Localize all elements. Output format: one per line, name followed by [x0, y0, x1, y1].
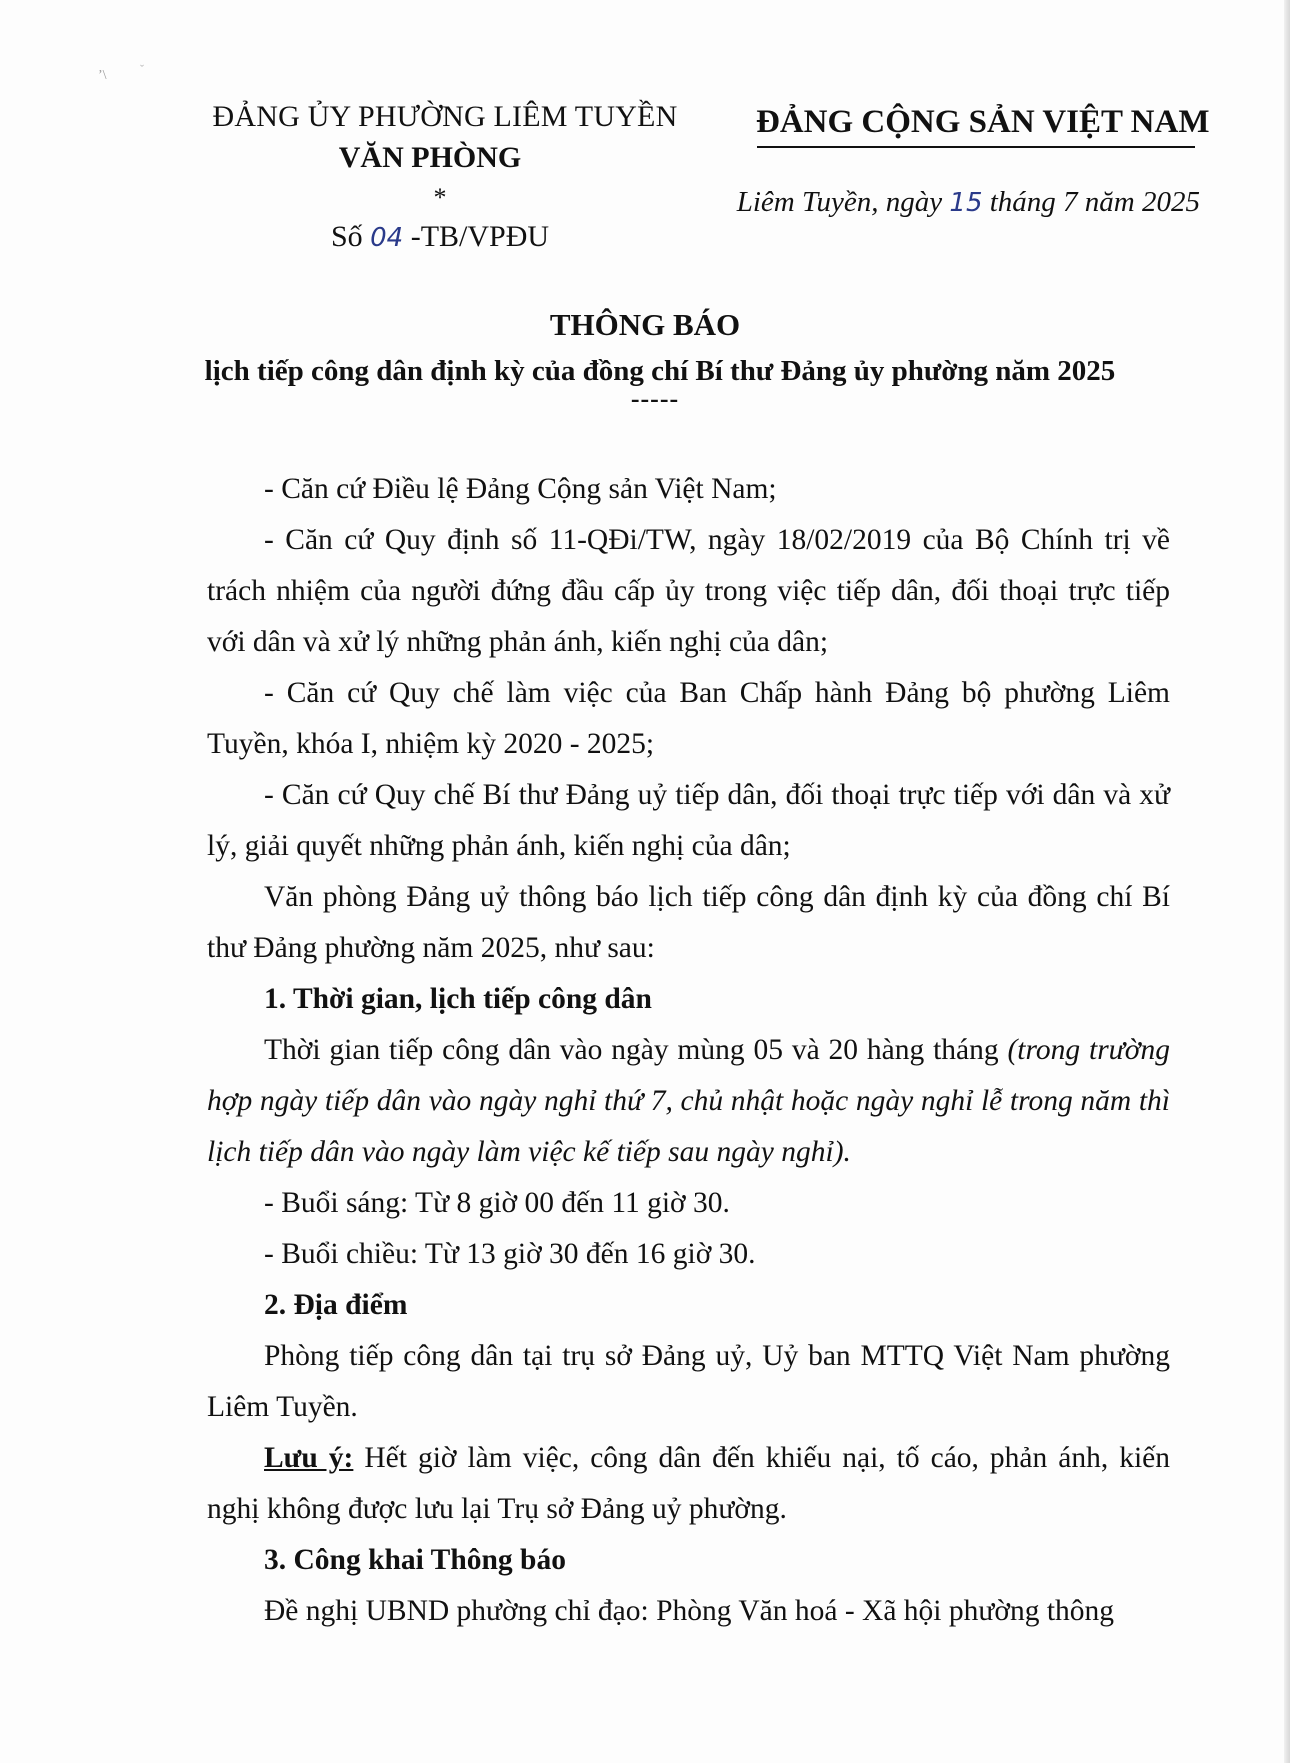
document-title: THÔNG BÁO	[549, 307, 741, 342]
doc-number-suffix: -TB/VPĐU	[410, 220, 550, 253]
party-block	[756, 100, 1210, 148]
date-suffix: tháng 7 năm 2025	[989, 186, 1200, 218]
document-body	[207, 464, 1170, 1637]
schedule-paragraph	[207, 1025, 1170, 1178]
note-text: Hết giờ làm việc, công dân đến khiếu nại, tố cáo, phản ánh, kiến nghị không được lưu lại Trụ sở Đảng uỷ phường.	[207, 1442, 1171, 1525]
location-paragraph: Phòng tiếp công dân tại trụ sở Đảng uỷ, Uỷ ban MTTQ Việt Nam phường Liêm Tuyền.	[207, 1340, 1170, 1423]
header-star: *	[433, 183, 447, 212]
title-divider: -----	[630, 384, 680, 413]
party-name: ĐẢNG CỘNG SẢN VIỆT NAM	[756, 104, 1210, 140]
note-paragraph	[207, 1433, 1170, 1535]
section-heading: 1. Thời gian, lịch tiếp công dân	[264, 983, 652, 1015]
basis-paragraph: - Căn cứ Quy chế Bí thư Đảng uỷ tiếp dân, đối thoại trực tiếp với dân và xử lý, giải quyết những phản ánh, kiến nghị của dân;	[207, 779, 1170, 862]
basis-paragraph: - Căn cứ Điều lệ Đảng Cộng sản Việt Nam;	[264, 473, 777, 505]
document-number	[190, 216, 690, 259]
schedule-text: Thời gian tiếp công dân vào ngày mùng 05 và 20 hàng tháng	[264, 1034, 999, 1066]
note-label: Lưu ý:	[264, 1442, 354, 1474]
basis-paragraph: - Căn cứ Quy định số 11-QĐi/TW, ngày 18/02/2019 của Bộ Chính trị về trách nhiệm của người đứng đầu cấp ủy trong việc tiếp dân, đối thoại trực tiếp với dân và xử lý những phản ánh, kiến nghị của dân;	[207, 524, 1170, 658]
issuer-organization: ĐẢNG ỦY PHƯỜNG LIÊM TUYỀN	[212, 100, 678, 133]
scan-mark-2: ˇ	[140, 62, 144, 76]
section-heading: 2. Địa điểm	[264, 1289, 408, 1321]
party-underline	[757, 146, 1195, 148]
issuer-block	[200, 96, 690, 259]
doc-number-handwritten: 04	[370, 223, 404, 253]
schedule-exception-note: (trong trường hợp ngày tiếp dân vào ngày nghỉ thứ 7, chủ nhật hoặc ngày nghỉ lễ trong năm thì lịch tiếp dân vào ngày làm việc kế tiếp sau ngày nghỉ).	[207, 1034, 1171, 1168]
scan-mark: ʼ\	[98, 68, 107, 83]
page-edge-shadow	[1284, 0, 1290, 1763]
date-prefix: Liêm Tuyền, ngày	[736, 186, 943, 218]
publicity-paragraph: Đề nghị UBND phường chỉ đạo: Phòng Văn hoá - Xã hội phường thông	[264, 1595, 1115, 1627]
doc-number-prefix: Số	[330, 220, 363, 253]
intro-paragraph: Văn phòng Đảng uỷ thông báo lịch tiếp công dân định kỳ của đồng chí Bí thư Đảng phường năm 2025, như sau:	[207, 881, 1170, 964]
morning-hours: - Buổi sáng: Từ 8 giờ 00 đến 11 giờ 30.	[264, 1187, 730, 1219]
afternoon-hours: - Buổi chiều: Từ 13 giờ 30 đến 16 giờ 30.	[264, 1238, 756, 1270]
issuer-office: VĂN PHÒNG	[338, 141, 522, 174]
place-date-line	[700, 186, 1200, 219]
section-heading: 3. Công khai Thông báo	[264, 1544, 566, 1576]
basis-paragraph: - Căn cứ Quy chế làm việc của Ban Chấp hành Đảng bộ phường Liêm Tuyền, khóa I, nhiệm kỳ 2020 - 2025;	[207, 677, 1170, 760]
document-subtitle: lịch tiếp công dân định kỳ của đồng chí Bí thư Đảng ủy phường năm 2025	[204, 355, 1116, 387]
date-day-handwritten: 15	[949, 188, 983, 218]
